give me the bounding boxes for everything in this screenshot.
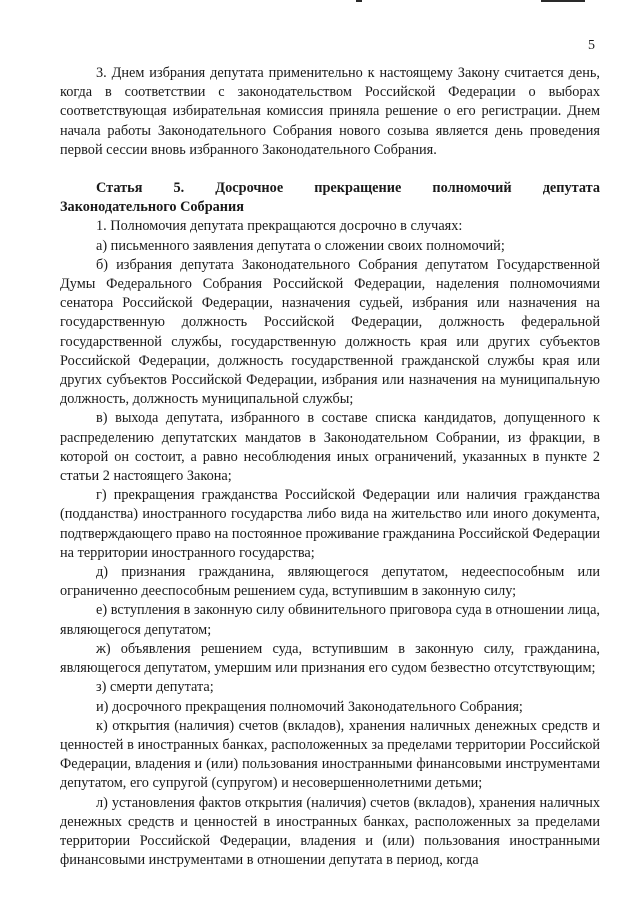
article-5-item: д) признания гражданина, являющегося депутатом, недееспособным или ограниченно дееспособным решением суда, вступившим в законную силу; xyxy=(60,564,600,600)
article-5-item: г) прекращения гражданства Российской Федерации или наличия гражданства (подданства) иностранного государства либо вида на жительство или иного документа, подтверждающего право на постоянное проживание гражданина Российской Федерации на территории иностранного государства; xyxy=(60,487,601,561)
article-5-item: ж) объявления решением суда, вступившим в законную силу, гражданина, являющегося депутатом, умершим или признания его судом безвестно отсутствующим; xyxy=(60,640,600,677)
article-5 xyxy=(60,179,600,870)
article-5-item: к) открытия (наличия) счетов (вкладов), хранения наличных денежных средств и ценностей в иностранных банках, расположенных за пределами территории Российской Федерации, владения и (или) пользования иностранными финансовыми инструментами депутатом, его супругой (супругом) и несовершеннолетними детьми; xyxy=(60,717,600,792)
article-5-heading-line-1: Статья 5. Досрочное прекращение полномочий депутата xyxy=(96,180,600,197)
article-5-item: и) досрочного прекращения полномочий Законодательного Собрания; xyxy=(96,698,523,715)
article-5-item: б) избрания депутата Законодательного Собрания депутатом Государственной Думы Федерального Собрания Российской Федерации, наделения полномочиями сенатора Российской Федерации, назначения судьей, избрания или назначения на государственную должность Российской Федерации, должность федеральной государственной службы, государственную должность края или других субъектов Российской Федерации, должность государственной гражданской службы края или других субъектов Российской Федерации, избрания или назначения на муниципальную должность, должность муниципальной службы; xyxy=(60,256,600,408)
article-5-item: з) смерти депутата; xyxy=(96,679,214,696)
article-5-intro: 1. Полномочия депутата прекращаются досрочно в случаях: xyxy=(96,218,463,235)
page-number: 5 xyxy=(588,38,595,53)
article-5-item: л) установления фактов открытия (наличия) счетов (вкладов), хранения наличных денежных средств и ценностей в иностранных банках, расположенных за пределами территории Российской Федерации, владения и (или) пользования иностранными финансовыми инструментами в отношении депутата в период, когда xyxy=(60,794,600,869)
article-5-item: е) вступления в законную силу обвинительного приговора суда в отношении лица, являющегося депутатом; xyxy=(60,602,600,638)
article-5-item: а) письменного заявления депутата о сложении своих полномочий; xyxy=(96,237,505,254)
article-5-heading xyxy=(60,179,600,198)
scan-artifact-mark xyxy=(356,0,362,2)
scan-artifact-mark xyxy=(541,0,585,2)
article-5-heading-line-2: Законодательного Собрания xyxy=(60,199,245,216)
document-body xyxy=(60,64,600,870)
article-5-item: в) выхода депутата, избранного в составе списка кандидатов, допущенного к распределению депутатских мандатов в Законодательном Собрании, из фракции, в которой он состоит, а равно несоблюдения иных ограничений, указанных в пункте 2 статьи 2 настоящего Закона; xyxy=(60,410,600,485)
section-3-paragraph: 3. Днем избрания депутата применительно к настоящему Закону считается день, когда в соответствии с законодательством Российской Федерации о выборах соответствующая избирательная комиссия приняла решение о его регистрации. Днем начала работы Законодательного Собрания нового созыва является день проведения первой сессии вновь избранного Законодательного Собрания. xyxy=(60,65,600,158)
